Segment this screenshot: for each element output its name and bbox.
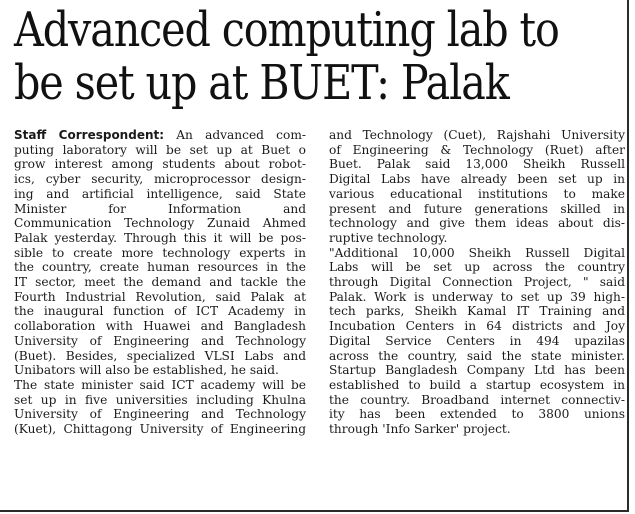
article-line: ity has been extended to 3800 unions [329, 407, 625, 422]
article-line-text: An advanced com- [164, 128, 306, 142]
article-line: of Engineering & Technology (Ruet) after [329, 142, 625, 157]
article-line: established to build a startup ecosystem in [329, 377, 625, 392]
headline-line-2: be set up at BUET: Palak [14, 55, 509, 111]
article-line: (Buet). Besides, specialized VLSI Labs and [14, 348, 306, 363]
article-line: Fourth Industrial Revolution, said Palak at [14, 289, 306, 304]
article-line: Startup Bangladesh Company Ltd has been [329, 363, 625, 378]
article-line: sible to create more technology experts in [14, 245, 306, 260]
article-line: Digital Labs have already been set up in [329, 172, 625, 187]
article-line: grow interest among students about robot- [14, 157, 306, 172]
article-line: (Kuet), Chittagong University of Engineering [14, 422, 306, 437]
article-line: "Additional 10,000 Sheikh Russell Digital [329, 245, 625, 260]
article-line: Communication Technology Zunaid Ahmed [14, 216, 306, 231]
article-column-left [14, 128, 306, 437]
article-line: Incubation Centers in 64 districts and Joy [329, 319, 625, 334]
article-line: across the country, said the state minister. [329, 348, 625, 363]
article-line: through 'Info Sarker' project. [329, 422, 511, 437]
article-line: and Technology (Cuet), Rajshahi University [329, 128, 625, 142]
headline [14, 2, 559, 111]
article-line: puting laboratory will be set up at Buet o [14, 142, 306, 157]
article-line: collaboration with Huawei and Bangladesh [14, 319, 306, 334]
article-line: through Digital Connection Project, " said [329, 275, 625, 290]
article-line: set up in five universities including Khulna [14, 392, 306, 407]
headline-line-1: Advanced computing lab to [14, 2, 559, 58]
article-line: Buet. Palak said 13,000 Sheikh Russell [329, 157, 625, 172]
article-line: tech parks, Sheikh Kamal IT Training and [329, 304, 625, 319]
article-line: ruptive technology. [329, 230, 448, 245]
article-line: the inaugural function of ICT Academy in [14, 304, 306, 319]
article-line: the country, create human resources in the [14, 260, 306, 275]
article-line: various educational institutions to make [329, 186, 625, 201]
article-line: present and future generations skilled in [329, 201, 625, 216]
article-line: IT sector, meet the demand and tackle the [14, 275, 306, 290]
article-line: Minister for Information and [14, 201, 306, 216]
article-line: Palak. Work is underway to set up 39 high- [329, 289, 625, 304]
article-line [14, 128, 306, 143]
article-line: ics, cyber security, microprocessor design- [14, 172, 306, 187]
article-line: The state minister said ICT academy will be [14, 377, 306, 392]
article-line: Digital Service Centers in 494 upazilas [329, 333, 625, 348]
article-line: University of Engineering and Technology [14, 407, 306, 422]
article-line: University of Engineering and Technology [14, 333, 306, 348]
article-column-right [329, 128, 625, 437]
article-line: the country. Broadband internet connectiv- [329, 392, 625, 407]
article-line: Unibators will also be established, he said. [14, 363, 279, 378]
byline: Staff Correspondent: [14, 128, 165, 142]
article-line: ing and artificial intelligence, said State [14, 186, 306, 201]
article-line: Palak yesterday. Through this it will be pos- [14, 230, 306, 245]
article-line: technology and give them ideas about dis- [329, 216, 625, 231]
article-line: Labs will be set up across the country [329, 260, 625, 275]
